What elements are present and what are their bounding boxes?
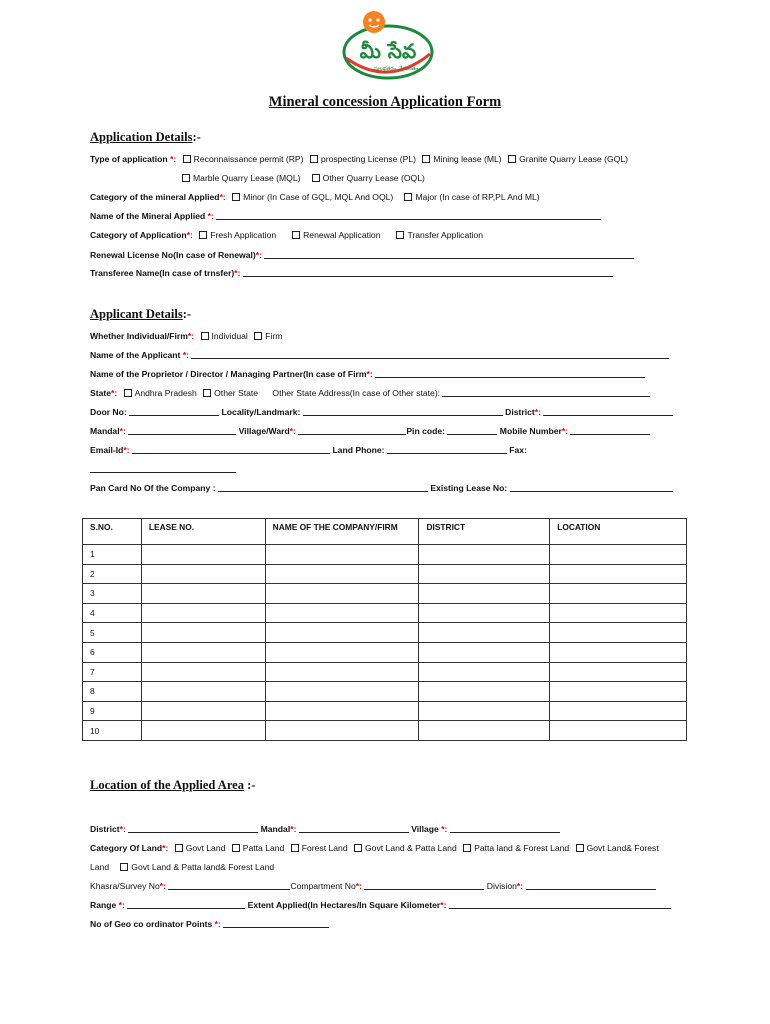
company-cell[interactable]	[265, 603, 419, 623]
district-field[interactable]	[543, 407, 673, 416]
mandal-field[interactable]	[128, 426, 236, 435]
table-row	[83, 545, 687, 565]
patta-land-checkbox[interactable]	[232, 844, 240, 852]
lease-no-cell[interactable]	[141, 642, 265, 662]
proprietor-field[interactable]	[375, 369, 645, 378]
applicant-details-heading: Applicant Details:-	[90, 307, 192, 321]
mobile-number-field[interactable]	[570, 426, 650, 435]
transfer-application-checkbox[interactable]	[396, 231, 404, 239]
location-cell[interactable]	[550, 701, 687, 721]
type-of-application-row-2: Marble Quarry Lease (MQL) Other Quarry Lease (OQL)	[178, 173, 425, 184]
table-row	[83, 662, 687, 682]
type-mql-checkbox[interactable]	[182, 174, 190, 182]
location-cell[interactable]	[550, 662, 687, 682]
type-pl-checkbox[interactable]	[310, 155, 318, 163]
header-district: DISTRICT	[419, 519, 550, 545]
transferee-name-row: Transferee Name(In case of trnsfer)*:	[90, 268, 613, 279]
row-sno: 3	[83, 584, 142, 604]
village-ward-field[interactable]	[298, 426, 406, 435]
mineral-name-field[interactable]	[216, 211, 601, 220]
compartment-field[interactable]	[364, 881, 484, 890]
patta-forest-checkbox[interactable]	[463, 844, 471, 852]
renewal-application-checkbox[interactable]	[292, 231, 300, 239]
existing-lease-field[interactable]	[510, 483, 673, 492]
table-row	[83, 721, 687, 741]
renewal-license-field[interactable]	[264, 250, 634, 259]
header-sno: S.NO.	[83, 519, 142, 545]
other-state-checkbox[interactable]	[203, 389, 211, 397]
lease-table-header-row	[83, 519, 687, 545]
location-district-field[interactable]	[128, 824, 258, 833]
email-phone-row: Email-Id*: Land Phone: Fax:	[90, 445, 527, 455]
pan-lease-row: Pan Card No Of the Company : Existing Lease No:	[90, 483, 673, 494]
andhra-pradesh-checkbox[interactable]	[124, 389, 132, 397]
location-cell[interactable]	[550, 623, 687, 643]
lease-table	[82, 518, 687, 741]
district-cell[interactable]	[419, 545, 550, 565]
type-gql-checkbox[interactable]	[508, 155, 516, 163]
lease-no-cell[interactable]	[141, 623, 265, 643]
district-cell[interactable]	[419, 721, 550, 741]
pin-code-field[interactable]	[447, 426, 497, 435]
company-cell[interactable]	[265, 545, 419, 565]
district-cell[interactable]	[419, 623, 550, 643]
row-sno: 9	[83, 701, 142, 721]
row-sno: 2	[83, 564, 142, 584]
location-cell[interactable]	[550, 545, 687, 565]
minor-checkbox[interactable]	[232, 193, 240, 201]
table-row	[83, 642, 687, 662]
door-no-field[interactable]	[129, 407, 219, 416]
district-cell[interactable]	[419, 662, 550, 682]
division-field[interactable]	[526, 881, 656, 890]
forest-land-checkbox[interactable]	[291, 844, 299, 852]
other-state-address-field[interactable]	[442, 388, 650, 397]
logo-brand-text: మీ సేవ	[359, 39, 417, 63]
lease-no-cell[interactable]	[141, 564, 265, 584]
type-oql-checkbox[interactable]	[312, 174, 320, 182]
range-field[interactable]	[127, 900, 245, 909]
row-sno: 7	[83, 662, 142, 682]
geo-points-row: No of Geo co ordinator Points *:	[90, 919, 329, 930]
applicant-name-field[interactable]	[191, 350, 669, 359]
table-row	[83, 603, 687, 623]
table-row	[83, 623, 687, 643]
logo-tagline: సులభతరం, వేగవంతం	[373, 66, 419, 72]
location-village-field[interactable]	[450, 824, 560, 833]
major-checkbox[interactable]	[404, 193, 412, 201]
transferee-name-field[interactable]	[243, 268, 613, 277]
application-details-heading: Application Details:-	[90, 130, 201, 144]
fresh-application-checkbox[interactable]	[199, 231, 207, 239]
email-field[interactable]	[132, 445, 330, 454]
lease-no-cell[interactable]	[141, 682, 265, 702]
type-ml-checkbox[interactable]	[422, 155, 430, 163]
district-cell[interactable]	[419, 603, 550, 623]
govt-land-checkbox[interactable]	[175, 844, 183, 852]
lease-no-cell[interactable]	[141, 721, 265, 741]
company-cell[interactable]	[265, 642, 419, 662]
district-cell[interactable]	[419, 642, 550, 662]
govt-patta-forest-checkbox[interactable]	[120, 863, 128, 871]
company-cell[interactable]	[265, 564, 419, 584]
lease-no-cell[interactable]	[141, 701, 265, 721]
table-row	[83, 564, 687, 584]
table-row	[83, 701, 687, 721]
location-district-row: District*: Mandal*: Village *:	[90, 824, 560, 835]
individual-firm-row: Whether Individual/Firm*: Individual Firm	[90, 331, 283, 341]
state-row: State*: Andhra Pradesh Other State Other State Address(In case of Other state):	[90, 388, 650, 399]
door-locality-row: Door No: Locality/Landmark: District*:	[90, 407, 673, 418]
applicant-name-row: Name of the Applicant *:	[90, 350, 669, 361]
row-sno: 1	[83, 545, 142, 565]
location-cell[interactable]	[550, 642, 687, 662]
row-sno: 10	[83, 721, 142, 741]
header-company: NAME OF THE COMPANY/FIRM	[265, 519, 419, 545]
land-phone-field[interactable]	[387, 445, 507, 454]
table-row	[83, 584, 687, 604]
category-land-row-2: Land Govt Land & Patta land& Forest Land	[90, 862, 275, 872]
firm-checkbox[interactable]	[254, 332, 262, 340]
fax-field[interactable]	[90, 464, 236, 473]
range-row: Range *: Extent Applied(In Hectares/In Square Kilometer*:	[90, 900, 671, 911]
type-of-application-row: Type of application *: Reconnaissance permit (RP) prospecting License (PL) Mining lease (ML) Granite Quarry Lease (GQL)	[90, 154, 628, 164]
district-cell[interactable]	[419, 682, 550, 702]
category-mineral-row: Category of the mineral Applied*: Minor (In Case of GQL, MQL And OQL) Major (In case of RP,PL And ML)	[90, 192, 540, 202]
mandal-village-row: Mandal*: Village/Ward*: Pin code: Mobile Number*:	[90, 426, 650, 437]
category-application-row: Category of Application*: Fresh Application Renewal Application Transfer Application	[90, 230, 484, 240]
govt-patta-checkbox[interactable]	[354, 844, 362, 852]
geo-points-field[interactable]	[223, 919, 329, 928]
lease-no-cell[interactable]	[141, 603, 265, 623]
location-heading: Location of the Applied Area :-	[90, 778, 256, 792]
individual-checkbox[interactable]	[201, 332, 209, 340]
table-row	[83, 682, 687, 702]
location-cell[interactable]	[550, 682, 687, 702]
govt-forest-checkbox[interactable]	[576, 844, 584, 852]
location-mandal-field[interactable]	[299, 824, 409, 833]
district-cell[interactable]	[419, 564, 550, 584]
company-cell[interactable]	[265, 584, 419, 604]
pan-card-field[interactable]	[218, 483, 428, 492]
logo-sun-face	[363, 11, 385, 33]
location-cell[interactable]	[550, 564, 687, 584]
type-rp-checkbox[interactable]	[183, 155, 191, 163]
fax-row	[90, 464, 236, 475]
row-sno: 5	[83, 623, 142, 643]
page-title: Mineral concession Application Form	[268, 94, 502, 110]
location-cell[interactable]	[550, 584, 687, 604]
company-cell[interactable]	[265, 721, 419, 741]
company-cell[interactable]	[265, 682, 419, 702]
mee-seva-logo	[340, 8, 436, 82]
company-cell[interactable]	[265, 662, 419, 682]
category-land-row: Category Of Land*: Govt Land Patta Land Forest Land Govt Land & Patta Land Patta land & Forest Land Govt Land& Forest	[90, 843, 659, 853]
district-cell[interactable]	[419, 701, 550, 721]
header-lease-no: LEASE NO.	[141, 519, 265, 545]
row-sno: 8	[83, 682, 142, 702]
mineral-name-row: Name of the Mineral Applied *:	[90, 211, 601, 222]
location-cell[interactable]	[550, 603, 687, 623]
khasra-field[interactable]	[168, 881, 290, 890]
lease-no-cell[interactable]	[141, 584, 265, 604]
lease-no-cell[interactable]	[141, 662, 265, 682]
row-sno: 4	[83, 603, 142, 623]
header-location: LOCATION	[550, 519, 687, 545]
extent-field[interactable]	[449, 900, 671, 909]
location-cell[interactable]	[550, 721, 687, 741]
khasra-row: Khasra/Survey No*: Compartment No*: Division*:	[90, 881, 656, 892]
proprietor-row: Name of the Proprietor / Director / Managing Partner(In case of Firm*:	[90, 369, 645, 380]
company-cell[interactable]	[265, 623, 419, 643]
district-cell[interactable]	[419, 584, 550, 604]
lease-no-cell[interactable]	[141, 545, 265, 565]
locality-field[interactable]	[303, 407, 503, 416]
row-sno: 6	[83, 642, 142, 662]
renewal-license-row: Renewal License No(In case of Renewal)*:	[90, 250, 634, 261]
company-cell[interactable]	[265, 701, 419, 721]
